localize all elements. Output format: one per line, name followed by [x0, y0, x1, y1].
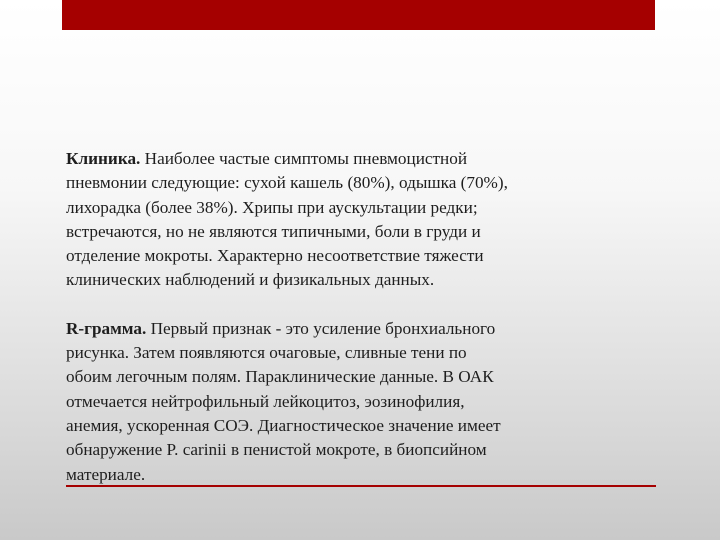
bottom-divider [66, 485, 656, 487]
top-accent-bar [62, 0, 655, 30]
xray-paragraph [66, 317, 656, 487]
xray-heading: R-грамма. [66, 318, 147, 338]
xray-text: Первый признак - это усиление бронхиального рисунка. Затем появляются очаговые, сливные тени по обоим легочным полям. Параклинические данные. В ОАК отмечается нейтрофильный лейкоцитоз, эозинофилия, анемия, ускоренная СОЭ. Диагностическое значение имеет обнаружение P. carinii в пенистой мокроте, в биопсийном материале. [66, 318, 501, 484]
slide-body [66, 147, 656, 487]
clinic-heading: Клиника. [66, 149, 141, 168]
clinic-paragraph [66, 147, 656, 293]
clinic-text: Наиболее частые симптомы пневмоцистной пневмонии следующие: сухой кашель (80%), одышка (70%), лихорадка (более 38%). Хрипы при аускультации редки; встречаются, но не являются типичными, боли в груди и отделение мокроты. Характерно несоответствие тяжести клинических наблюдений и физикальных данных. [66, 149, 508, 290]
